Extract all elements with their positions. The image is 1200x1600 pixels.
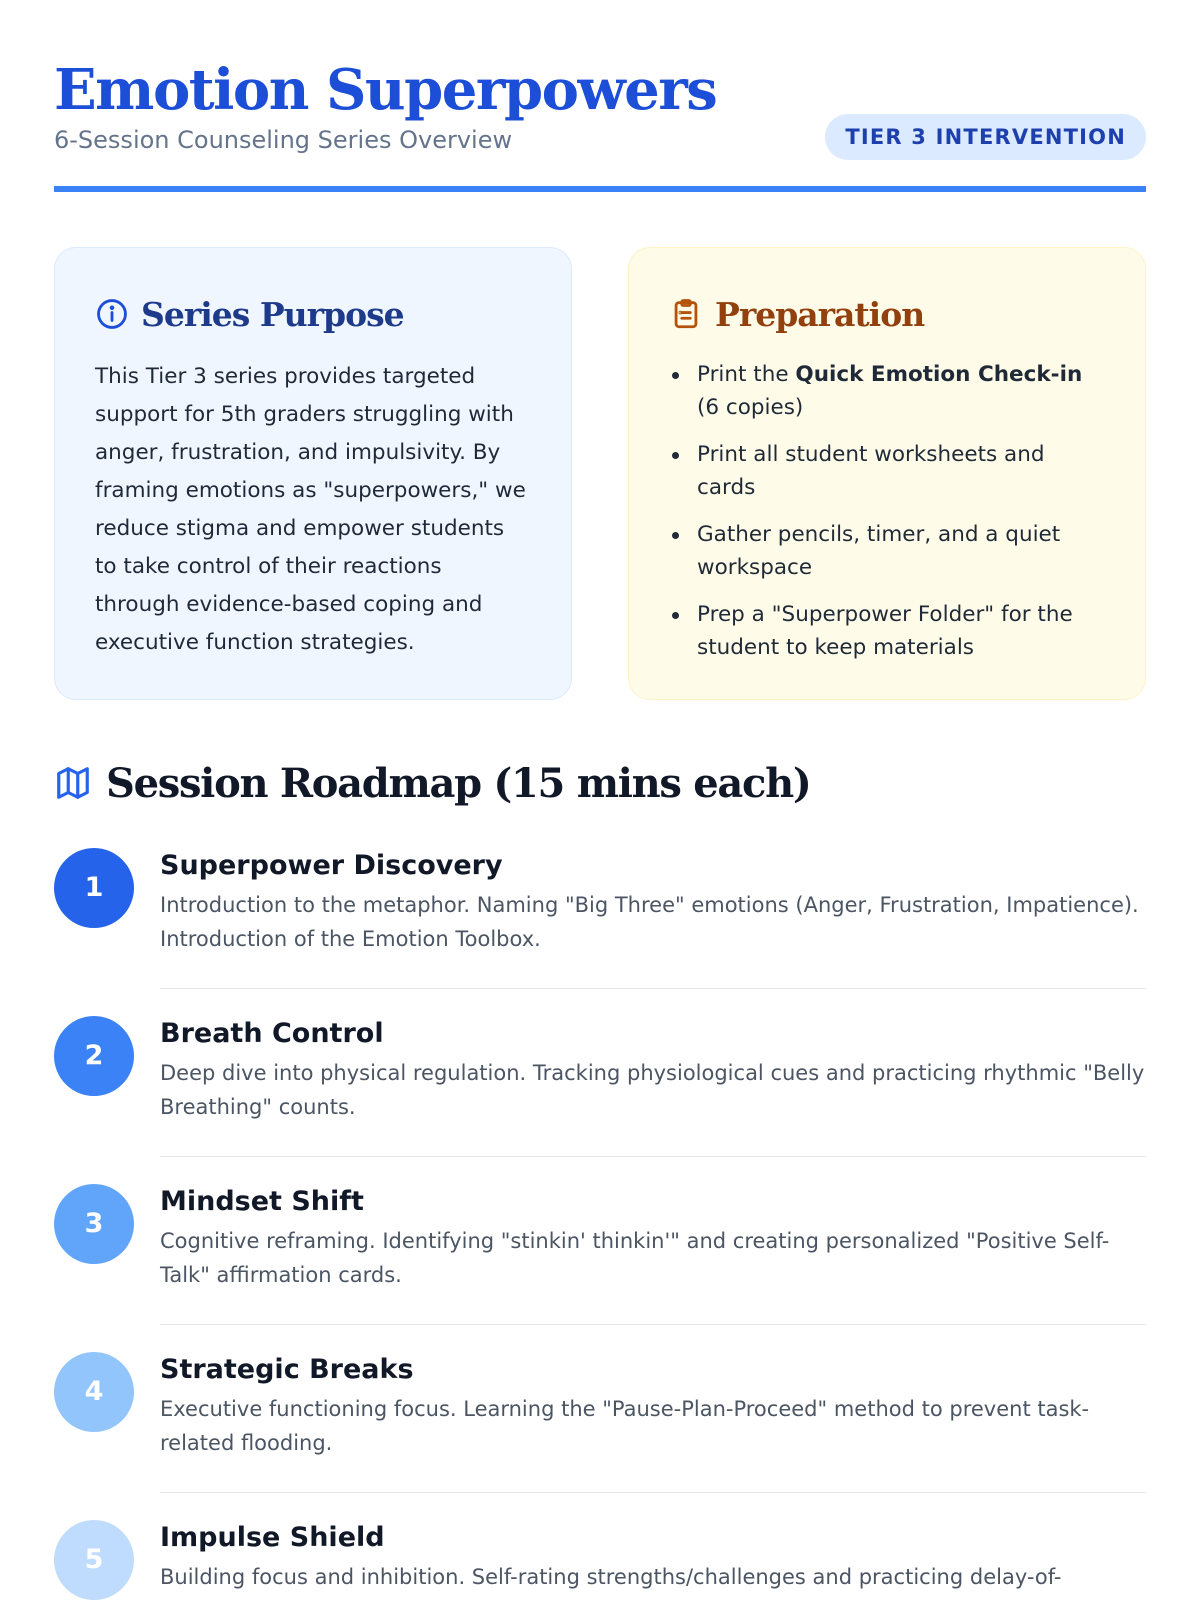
session-item-5	[54, 1520, 1146, 1600]
session-list	[54, 848, 1146, 1600]
info-icon	[95, 297, 129, 331]
session-item-2	[54, 1016, 1146, 1184]
session-title: Superpower Discovery	[160, 850, 503, 881]
list-item-text: Print the	[697, 362, 796, 387]
preparation-title: Preparation	[715, 294, 925, 334]
session-item-1	[54, 848, 1146, 1016]
page-title: Emotion Superpowers	[54, 57, 717, 123]
header	[54, 0, 1146, 194]
preparation-header	[669, 292, 1105, 336]
session-description: Executive functioning focus. Learning the "Pause-Plan-Proceed" method to prevent task-related flooding.	[160, 1397, 1090, 1455]
page	[54, 0, 1146, 1589]
header-divider	[54, 186, 1146, 192]
clipboard-icon	[669, 297, 703, 331]
preparation-card	[628, 247, 1146, 700]
info-cards	[54, 247, 1146, 700]
session-body	[160, 1520, 1146, 1600]
session-item-3	[54, 1184, 1146, 1352]
session-body	[160, 1016, 1146, 1157]
tier-badge: TIER 3 INTERVENTION	[825, 114, 1146, 160]
series-purpose-text: This Tier 3 series provides targeted support for 5th graders struggling with anger, frustration, and impulsivity. By framing emotions as "superpowers," we reduce stigma and empower students to take control of their reactions through evidence-based coping and executive function strategies.	[95, 364, 526, 655]
roadmap-title: Session Roadmap (15 mins each)	[106, 759, 811, 807]
session-description: Introduction to the metaphor. Naming "Big Three" emotions (Anger, Frustration, Impatience). Introduction of the Emotion Toolbox.	[160, 893, 1139, 951]
series-purpose-header	[95, 292, 531, 336]
list-item-text: Print all student worksheets and cards	[697, 442, 1045, 500]
list-item-text: Prep a "Superpower Folder" for the student to keep materials	[697, 602, 1073, 660]
map-icon	[54, 764, 92, 802]
preparation-list	[669, 358, 1105, 664]
list-item-text: (6 copies)	[697, 395, 804, 420]
series-purpose-title: Series Purpose	[141, 294, 404, 334]
session-body	[160, 1184, 1146, 1325]
session-number-badge: 3	[54, 1184, 134, 1264]
session-title: Mindset Shift	[160, 1186, 364, 1217]
series-purpose-card	[54, 247, 572, 700]
session-description: Deep dive into physical regulation. Tracking physiological cues and practicing rhythmic "Belly Breathing" counts.	[160, 1061, 1145, 1119]
session-description: Cognitive reframing. Identifying "stinkin' thinkin'" and creating personalized "Positive Self-Talk" affirmation cards.	[160, 1229, 1110, 1287]
session-number-badge: 1	[54, 848, 134, 928]
session-body	[160, 848, 1146, 989]
list-item-bold-text: Quick Emotion Check-in	[795, 362, 1083, 387]
session-title: Strategic Breaks	[160, 1354, 414, 1385]
session-number-badge: 5	[54, 1520, 134, 1600]
session-number-badge: 2	[54, 1016, 134, 1096]
session-body	[160, 1352, 1146, 1493]
roadmap-header	[54, 755, 811, 811]
session-title: Breath Control	[160, 1018, 384, 1049]
list-item	[669, 438, 1105, 504]
list-item-text: Gather pencils, timer, and a quiet workspace	[697, 522, 1061, 580]
list-item	[669, 358, 1105, 424]
session-title: Impulse Shield	[160, 1522, 385, 1553]
session-item-4	[54, 1352, 1146, 1520]
session-description: Building focus and inhibition. Self-rating strengths/challenges and practicing delay-of-	[160, 1565, 1062, 1589]
page-subtitle: 6-Session Counseling Series Overview	[54, 126, 513, 154]
list-item	[669, 598, 1105, 664]
session-number-badge: 4	[54, 1352, 134, 1432]
list-item	[669, 518, 1105, 584]
